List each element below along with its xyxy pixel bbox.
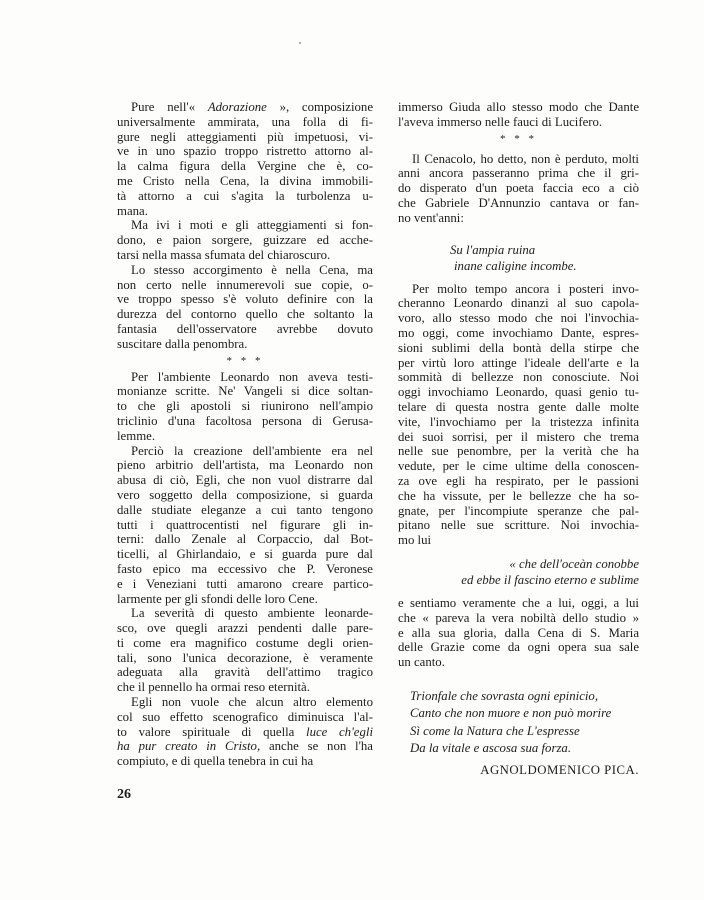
text-line: Pure nell'« Adorazione », composizione <box>131 100 373 114</box>
text-line: Egli non vuole che alcun altro elemento <box>131 695 373 710</box>
text-line: e i Veneziani tutti amarono creare partico- <box>117 576 373 591</box>
text-line: vite, l'invochiamo per la tristezza infinita <box>398 414 639 429</box>
page-number: 26 <box>117 787 131 802</box>
left-column <box>117 100 373 769</box>
section-separator: * * * <box>226 354 264 367</box>
text-line: tà attorno a cui s'agita la turbolenza u- <box>117 188 373 203</box>
text-line: do disperato d'un poeta faccia eco a ciò <box>398 181 639 196</box>
text-line: che ha vissute, per le bellezze che ha so- <box>398 488 639 503</box>
text-line: dei suoi sorrisi, per il mistero che trema <box>398 429 639 444</box>
paragraph-ambiente <box>117 370 373 444</box>
scan-speck <box>299 42 301 44</box>
text-line: lemme. <box>117 428 156 443</box>
text-line: dalle studiate eleganze a cui tanto tengono <box>117 502 373 517</box>
text-line: pieno arbitrio dell'artista, ma Leonardo non <box>117 458 373 473</box>
text-line: mana. <box>117 203 148 218</box>
text-line: abusa di ciò, Egli, che non vuol distrarre dal <box>117 473 373 488</box>
text-line: Lo stesso accorgimento è nella Cena, ma <box>131 262 373 277</box>
text-line: ha pur creato in Cristo, anche se non l'ha <box>117 739 373 754</box>
quote-dannunzio <box>450 242 639 274</box>
text-line: l'aveva immerso nelle fauci di Lucifero. <box>398 114 603 129</box>
text-line: che Gabriele D'Annunzio cantava or fan- <box>398 195 639 210</box>
text-line: fasto epico ma eccessivo che P. Veronese <box>117 561 373 576</box>
text-line: mo lui <box>398 533 432 548</box>
section-separator: * * * <box>500 132 537 145</box>
text-line: anni ancora passeranno prima che il gri- <box>398 166 639 181</box>
text-line: la calma figura della Vergine che è, co- <box>117 159 373 174</box>
text-line: Perciò la creazione dell'ambiente era nel <box>131 443 373 458</box>
paragraph-giuda <box>398 100 639 130</box>
closing-verse <box>410 688 639 758</box>
right-column <box>398 100 639 778</box>
verse-line: ed ebbe il fascino eterno e sublime <box>461 572 639 587</box>
text-line: sioni sublimi della bontà della stirpe che <box>398 340 639 355</box>
paragraph-accorgimento <box>117 263 373 352</box>
text-line: za ove egli ha respirato, per le passioni <box>398 473 639 488</box>
verse-line: Trionfale che sovrasta ogni epinicio, <box>410 688 599 703</box>
text-line: to valore spirituale di quella luce ch'egli <box>117 724 373 739</box>
paragraph-sentiamo <box>398 596 639 670</box>
quote-oceano <box>398 556 639 588</box>
text-line: monianze scritte. Ne' Vangeli si dice soltan- <box>117 384 373 399</box>
text-line: telare di questa nostra gente dalle molte <box>398 399 639 414</box>
text-line: gure negli atteggiamenti più impetuosi, vi- <box>117 129 373 144</box>
text-line: terni: dallo Zenale al Corpaccio, dal Bot- <box>117 532 373 547</box>
paragraph-severita <box>117 606 373 695</box>
text-line: dono, e paion sorgere, guizzare ed acche- <box>117 233 373 248</box>
text-line: ticelli, al Ghirlandaio, e si guarda pure dal <box>117 547 373 562</box>
paragraph-adorazione <box>117 100 373 218</box>
text-line: ve in uno spazio troppo ristretto attorno al- <box>117 144 373 159</box>
text-line: che « pareva la vera nobiltà dello studio » <box>398 610 639 625</box>
paragraph-posteri <box>398 282 639 548</box>
text-line: cheranno Leonardo dinanzi al suo capola- <box>398 296 639 311</box>
text-line: nelle sue penombre, per la verità che ha <box>398 444 639 459</box>
text-line: pitano nelle sue scritture. Noi invochia- <box>398 518 639 533</box>
text-line: universalmente ammirata, una folla di fi- <box>117 114 373 129</box>
text-line: immerso Giuda allo stesso modo che Dante <box>398 100 639 114</box>
text-line: Per l'ambiente Leonardo non aveva testi- <box>131 369 373 384</box>
text-line: to che gli apostoli si riunirono nell'ampio <box>117 399 373 414</box>
text-line: ti come era magnifico costume degli orien- <box>117 635 373 650</box>
text-line: un canto. <box>398 655 445 670</box>
verse-line: Sì come la Natura che L'espresse <box>410 723 580 738</box>
text-line: delle Grazie come da ogni opera sua sale <box>398 640 639 655</box>
text-line: vedute, per le cime ultime della conoscen- <box>398 459 639 474</box>
paragraph-cenacolo <box>398 152 639 226</box>
paragraph-egli <box>117 695 373 769</box>
text-line: sco, ove quegli arazzi pendenti dalle pare- <box>117 621 373 636</box>
text-line: vero soggetto della composizione, si guarda <box>117 487 373 502</box>
text-line: ve troppo spesso s'è voluto definire con la <box>117 292 373 307</box>
text-line: col suo effetto scenografico diminuisca l'al- <box>117 709 373 724</box>
text-line: oggi invochiamo Leonardo, quasi genio tu- <box>398 385 639 400</box>
text-line: Ma ivi i moti e gli atteggiamenti si fon- <box>131 218 373 233</box>
text-line: tarsi nella massa sfumata del chiaroscuro. <box>117 247 331 262</box>
text-line: che il pennello ha ormai reso eternità. <box>117 680 310 695</box>
verse-line: inane caligine incombe. <box>454 258 577 273</box>
paragraph-creazione <box>117 444 373 607</box>
verse-line: Canto che non muore e non può morire <box>410 706 612 721</box>
text-line: fantasia dell'osservatore avrebbe dovuto <box>117 321 373 336</box>
text-line: sommità di bellezze non conosciute. Noi <box>398 370 639 385</box>
verse-line: Su l'ampia ruina <box>450 242 536 257</box>
text-line: larmente per gli sfondi delle loro Cene. <box>117 591 318 606</box>
text-line: per virtù loro attinge l'ideale dell'arte e la <box>398 355 639 370</box>
text-line: triclinio d'una facoltosa persona di Gerusa- <box>117 413 373 428</box>
text-line: Per molto tempo ancora i posteri invo- <box>412 281 639 296</box>
text-line: gnate, per l'incompiute speranze che pal- <box>398 503 639 518</box>
text-line: La severità di questo ambiente leonarde- <box>131 606 373 621</box>
verse-line: Da la vitale e ascosa sua forza. <box>410 741 572 756</box>
text-line: mo oggi, come invochiamo Dante, espres- <box>398 325 639 340</box>
paragraph-moti <box>117 218 373 262</box>
text-line: Il Cenacolo, ho detto, non è perduto, molti <box>412 151 639 166</box>
text-line: tutti i quattrocentisti nel figurare gli in- <box>117 517 373 532</box>
author-signature: AGNOLDOMENICO PICA. <box>480 762 639 777</box>
text-line: durezza del contorno quello che soltanto la <box>117 307 373 322</box>
text-line: voro, allo stesso modo che noi l'invochia- <box>398 311 639 326</box>
text-line: e sentiamo veramente che a lui, oggi, a lui <box>398 595 639 610</box>
text-line: suscitare dalla penombra. <box>117 336 248 351</box>
text-line: non certo nelle innumerevoli sue copie, o- <box>117 277 373 292</box>
verse-line: « che dell'oceàn conobbe <box>509 556 639 571</box>
text-line: no vent'anni: <box>398 210 464 225</box>
text-line: tali, sono l'unica decorazione, è veramente <box>117 650 373 665</box>
text-line: e alla sua gloria, dalla Cena di S. Maria <box>398 625 639 640</box>
text-line: adeguata alla gravità dell'attimo tragico <box>117 665 373 680</box>
text-line: compiuto, e di quella tenebra in cui ha <box>117 754 314 769</box>
text-line: me Cristo nella Cena, la divina immobili- <box>117 173 373 188</box>
